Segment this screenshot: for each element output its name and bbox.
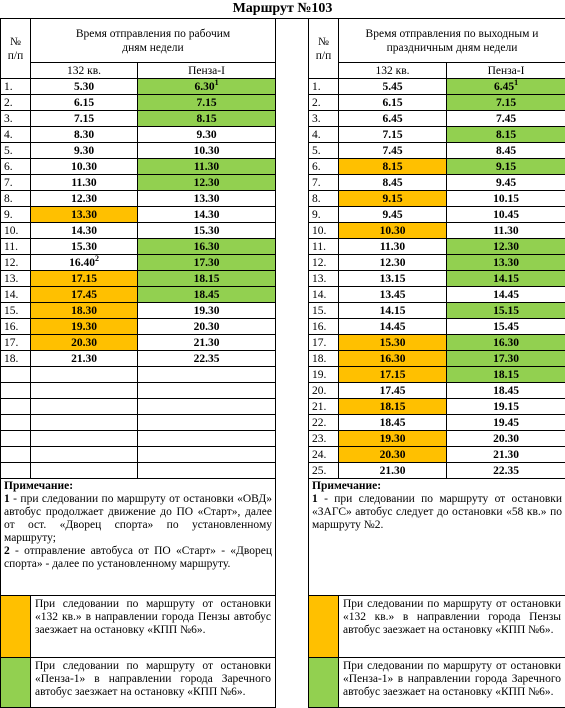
departure-time-132kv: 6.45 bbox=[339, 111, 447, 127]
departure-time-132kv: 9.15 bbox=[339, 191, 447, 207]
table-row bbox=[309, 415, 565, 431]
row-number: 25. bbox=[309, 463, 339, 479]
departure-time-penza: 8.15 bbox=[447, 127, 565, 143]
empty-cell bbox=[31, 431, 138, 447]
legend-green-text: При следовании по маршруту от остановки «Пенза-1» в направлении города Заречного автобус заезжает на остановку «КПП №6». bbox=[31, 658, 276, 708]
departure-time-penza: 18.15 bbox=[138, 271, 276, 287]
departure-time-132kv: 5.30 bbox=[31, 79, 138, 95]
legend-green-swatch bbox=[1, 658, 31, 708]
row-number: 12. bbox=[1, 255, 31, 271]
departure-time-132kv: 18.30 bbox=[31, 303, 138, 319]
departure-time-132kv: 13.30 bbox=[31, 207, 138, 223]
row-number: 17. bbox=[309, 335, 339, 351]
departure-time-132kv: 8.30 bbox=[31, 127, 138, 143]
departure-time-penza: 6.30$^1$ bbox=[138, 79, 276, 95]
note-mark-1: 1 bbox=[312, 493, 318, 505]
stop-b-header: Пенза-I bbox=[138, 63, 276, 79]
row-number: 8. bbox=[309, 191, 339, 207]
legend-orange-text: При следовании по маршруту от остановки «132 кв.» в направлении города Пензы автобус заезжает на остановку «КПП №6». bbox=[339, 596, 565, 658]
empty-cell bbox=[31, 383, 138, 399]
departure-time-penza: 17.30 bbox=[138, 255, 276, 271]
table-row bbox=[1, 255, 276, 271]
row-number: 8. bbox=[1, 191, 31, 207]
weekend-header: Время отправления по выходным и праздничным дням недели bbox=[339, 19, 565, 63]
table-row bbox=[309, 143, 565, 159]
departure-time-penza: 7.15 bbox=[447, 95, 565, 111]
departure-time-penza: 19.15 bbox=[447, 399, 565, 415]
row-number: 15. bbox=[1, 303, 31, 319]
departure-time-penza: 10.30 bbox=[138, 143, 276, 159]
departure-time-132kv: 8.15 bbox=[339, 159, 447, 175]
row-number: 13. bbox=[309, 271, 339, 287]
departure-time-132kv: 13.15 bbox=[339, 271, 447, 287]
departure-time-penza: 22.35 bbox=[447, 463, 565, 479]
table-row bbox=[1, 207, 276, 223]
departure-time-penza: 9.30 bbox=[138, 127, 276, 143]
departure-time-132kv: 11.30 bbox=[31, 175, 138, 191]
table-row bbox=[1, 351, 276, 367]
row-number: 3. bbox=[309, 111, 339, 127]
table-row bbox=[1, 239, 276, 255]
table-row bbox=[309, 255, 565, 271]
note-mark-2: 2 bbox=[4, 545, 10, 557]
departure-time-penza: 20.30 bbox=[138, 319, 276, 335]
row-number: 19. bbox=[309, 367, 339, 383]
departure-time-penza: 13.30 bbox=[447, 255, 565, 271]
empty-cell bbox=[1, 367, 31, 383]
weekend-schedule-table bbox=[308, 18, 565, 708]
stop-b-header: Пенза-I bbox=[447, 63, 565, 79]
table-row bbox=[309, 223, 565, 239]
departure-time-penza: 21.30 bbox=[447, 447, 565, 463]
row-number: 11. bbox=[1, 239, 31, 255]
empty-cell bbox=[31, 463, 138, 479]
row-number: 3. bbox=[1, 111, 31, 127]
departure-time-penza: 11.30 bbox=[138, 159, 276, 175]
row-number: 24. bbox=[309, 447, 339, 463]
departure-time-penza: 20.30 bbox=[447, 431, 565, 447]
empty-row bbox=[1, 447, 276, 463]
empty-cell bbox=[1, 463, 31, 479]
table-row bbox=[1, 143, 276, 159]
table-row bbox=[309, 335, 565, 351]
departure-time-132kv: 18.15 bbox=[339, 399, 447, 415]
departure-time-penza: 7.45 bbox=[447, 111, 565, 127]
row-number: 22. bbox=[309, 415, 339, 431]
row-number: 21. bbox=[309, 399, 339, 415]
departure-time-penza: 8.45 bbox=[447, 143, 565, 159]
row-number: 17. bbox=[1, 335, 31, 351]
departure-time-penza: 8.15 bbox=[138, 111, 276, 127]
departure-time-penza: 9.45 bbox=[447, 175, 565, 191]
row-number: 5. bbox=[309, 143, 339, 159]
departure-time-132kv: 17.45 bbox=[31, 287, 138, 303]
empty-cell bbox=[138, 463, 276, 479]
empty-row bbox=[1, 383, 276, 399]
table-row bbox=[309, 127, 565, 143]
departure-time-132kv: 5.45 bbox=[339, 79, 447, 95]
table-row bbox=[309, 463, 565, 479]
departure-time-penza: 18.45 bbox=[447, 383, 565, 399]
departure-time-penza: 6.45$^1$ bbox=[447, 79, 565, 95]
departure-time-penza: 15.45 bbox=[447, 319, 565, 335]
empty-cell bbox=[31, 399, 138, 415]
row-number: 14. bbox=[309, 287, 339, 303]
departure-time-132kv: 7.45 bbox=[339, 143, 447, 159]
departure-time-132kv: 14.30 bbox=[31, 223, 138, 239]
departure-time-132kv: 16.30 bbox=[339, 351, 447, 367]
departure-time-penza: 17.30 bbox=[447, 351, 565, 367]
row-number: 2. bbox=[1, 95, 31, 111]
empty-row bbox=[1, 415, 276, 431]
table-row bbox=[309, 399, 565, 415]
departure-time-penza: 13.30 bbox=[138, 191, 276, 207]
departure-time-132kv: 10.30 bbox=[339, 223, 447, 239]
row-number: 5. bbox=[1, 143, 31, 159]
table-row bbox=[309, 111, 565, 127]
table-row bbox=[1, 111, 276, 127]
table-row bbox=[1, 95, 276, 111]
row-number: 16. bbox=[309, 319, 339, 335]
note-text-1: - при следовании по маршруту от остановки «ОВД» автобус продолжает движение до ПО «Старт», далее от ост. «Дворец спорта» по установленному маршруту; bbox=[4, 493, 272, 544]
row-number: 10. bbox=[1, 223, 31, 239]
table-row bbox=[1, 159, 276, 175]
row-number: 4. bbox=[309, 127, 339, 143]
col-number-header: № п/п bbox=[309, 19, 339, 79]
table-row bbox=[309, 159, 565, 175]
departure-time-penza: 11.30 bbox=[447, 223, 565, 239]
table-row bbox=[1, 175, 276, 191]
legend-green-text: При следовании по маршруту от остановки «Пенза-1» в направлении города Заречного автобус заезжает на остановку «КПП №6». bbox=[339, 658, 565, 708]
row-number: 11. bbox=[309, 239, 339, 255]
table-row bbox=[309, 239, 565, 255]
empty-cell bbox=[31, 415, 138, 431]
departure-time-penza: 9.15 bbox=[447, 159, 565, 175]
departure-time-penza: 19.30 bbox=[138, 303, 276, 319]
empty-row bbox=[1, 463, 276, 479]
departure-time-132kv: 20.30 bbox=[339, 447, 447, 463]
row-number: 12. bbox=[309, 255, 339, 271]
departure-time-132kv: 18.45 bbox=[339, 415, 447, 431]
weekday-schedule-table bbox=[0, 18, 276, 708]
table-row bbox=[1, 223, 276, 239]
row-number: 6. bbox=[1, 159, 31, 175]
departure-time-penza: 12.30 bbox=[138, 175, 276, 191]
departure-time-132kv: 20.30 bbox=[31, 335, 138, 351]
empty-cell bbox=[1, 431, 31, 447]
empty-cell bbox=[31, 367, 138, 383]
row-number: 23. bbox=[309, 431, 339, 447]
row-number: 2. bbox=[309, 95, 339, 111]
table-row bbox=[1, 127, 276, 143]
table-row bbox=[309, 175, 565, 191]
departure-time-penza: 18.45 bbox=[138, 287, 276, 303]
departure-time-penza: 14.30 bbox=[138, 207, 276, 223]
row-number: 1. bbox=[309, 79, 339, 95]
departure-time-132kv: 10.30 bbox=[31, 159, 138, 175]
table-row bbox=[1, 319, 276, 335]
departure-time-132kv: 7.15 bbox=[339, 127, 447, 143]
empty-row bbox=[1, 367, 276, 383]
row-number: 1. bbox=[1, 79, 31, 95]
table-row bbox=[309, 271, 565, 287]
departure-time-penza: 14.45 bbox=[447, 287, 565, 303]
departure-time-132kv: 12.30 bbox=[31, 191, 138, 207]
table-row bbox=[309, 287, 565, 303]
row-number: 18. bbox=[309, 351, 339, 367]
departure-time-132kv: 19.30 bbox=[31, 319, 138, 335]
departure-time-132kv: 6.15 bbox=[339, 95, 447, 111]
row-number: 15. bbox=[309, 303, 339, 319]
table-row bbox=[1, 335, 276, 351]
table-row bbox=[1, 191, 276, 207]
departure-time-penza: 15.30 bbox=[138, 223, 276, 239]
table-row bbox=[309, 79, 565, 95]
empty-cell bbox=[138, 415, 276, 431]
note-text-2: - отправление автобуса от ПО «Старт» - «Дворец спорта» - далее по установленному маршруту. bbox=[4, 545, 272, 570]
table-row bbox=[1, 287, 276, 303]
departure-time-penza: 18.15 bbox=[447, 367, 565, 383]
empty-cell bbox=[1, 383, 31, 399]
row-number: 16. bbox=[1, 319, 31, 335]
departure-time-132kv: 7.15 bbox=[31, 111, 138, 127]
legend-orange-text: При следовании по маршруту от остановки «132 кв.» в направлении города Пензы автобус заезжает на остановку «КПП №6». bbox=[31, 596, 276, 658]
departure-time-penza: 12.30 bbox=[447, 239, 565, 255]
departure-time-penza: 16.30 bbox=[138, 239, 276, 255]
table-row bbox=[309, 351, 565, 367]
departure-time-132kv: 8.45 bbox=[339, 175, 447, 191]
departure-time-132kv: 15.30 bbox=[339, 335, 447, 351]
stop-a-header: 132 кв. bbox=[339, 63, 447, 79]
departure-time-132kv: 17.15 bbox=[339, 367, 447, 383]
table-row bbox=[309, 431, 565, 447]
note-text-1: - при следовании по маршруту от остановки «ЗАГС» автобус следует до остановки «58 кв.» по маршруту №2. bbox=[312, 493, 562, 531]
legend-green-swatch bbox=[309, 658, 339, 708]
empty-cell bbox=[138, 431, 276, 447]
weekday-header: Время отправления по рабочим дням недели bbox=[31, 19, 276, 63]
empty-cell bbox=[31, 447, 138, 463]
row-number: 18. bbox=[1, 351, 31, 367]
departure-time-132kv: 6.15 bbox=[31, 95, 138, 111]
departure-time-penza: 14.15 bbox=[447, 271, 565, 287]
empty-row bbox=[1, 431, 276, 447]
departure-time-penza: 16.30 bbox=[447, 335, 565, 351]
departure-time-penza: 22.35 bbox=[138, 351, 276, 367]
empty-cell bbox=[138, 383, 276, 399]
departure-time-132kv: 21.30 bbox=[31, 351, 138, 367]
departure-time-penza: 15.15 bbox=[447, 303, 565, 319]
row-number: 13. bbox=[1, 271, 31, 287]
departure-time-penza: 21.30 bbox=[138, 335, 276, 351]
row-number: 9. bbox=[309, 207, 339, 223]
table-row bbox=[309, 383, 565, 399]
departure-time-132kv: 14.15 bbox=[339, 303, 447, 319]
row-number: 4. bbox=[1, 127, 31, 143]
row-number: 14. bbox=[1, 287, 31, 303]
departure-time-132kv: 21.30 bbox=[339, 463, 447, 479]
row-number: 7. bbox=[1, 175, 31, 191]
departure-time-132kv: 17.15 bbox=[31, 271, 138, 287]
departure-time-132kv: 11.30 bbox=[339, 239, 447, 255]
table-row bbox=[309, 191, 565, 207]
departure-time-132kv: 13.45 bbox=[339, 287, 447, 303]
table-row bbox=[309, 367, 565, 383]
table-row bbox=[1, 303, 276, 319]
note-mark-1: 1 bbox=[4, 493, 10, 505]
empty-row bbox=[1, 399, 276, 415]
row-number: 7. bbox=[309, 175, 339, 191]
departure-time-penza: 7.15 bbox=[138, 95, 276, 111]
table-row bbox=[1, 271, 276, 287]
table-row bbox=[309, 95, 565, 111]
empty-cell bbox=[138, 367, 276, 383]
row-number: 6. bbox=[309, 159, 339, 175]
stop-a-header: 132 кв. bbox=[31, 63, 138, 79]
departure-time-penza: 19.45 bbox=[447, 415, 565, 431]
table-row bbox=[309, 207, 565, 223]
note-title: Примечание: bbox=[4, 480, 73, 492]
empty-cell bbox=[1, 399, 31, 415]
departure-time-132kv: 9.45 bbox=[339, 207, 447, 223]
row-number: 10. bbox=[309, 223, 339, 239]
row-number: 9. bbox=[1, 207, 31, 223]
departure-time-penza: 10.15 bbox=[447, 191, 565, 207]
legend-orange-swatch bbox=[1, 596, 31, 658]
page-title: Маршрут №103 bbox=[0, 0, 565, 19]
departure-time-132kv: 12.30 bbox=[339, 255, 447, 271]
departure-time-penza: 10.45 bbox=[447, 207, 565, 223]
row-number: 20. bbox=[309, 383, 339, 399]
empty-cell bbox=[1, 415, 31, 431]
departure-time-132kv: 15.30 bbox=[31, 239, 138, 255]
col-number-header: № п/п bbox=[1, 19, 31, 79]
table-row bbox=[309, 319, 565, 335]
table-row bbox=[1, 79, 276, 95]
note-title: Примечание: bbox=[312, 480, 381, 492]
empty-cell bbox=[1, 447, 31, 463]
departure-time-132kv: 9.30 bbox=[31, 143, 138, 159]
table-row bbox=[309, 303, 565, 319]
note bbox=[309, 479, 565, 596]
departure-time-132kv: 17.45 bbox=[339, 383, 447, 399]
departure-time-132kv: 19.30 bbox=[339, 431, 447, 447]
legend-orange-swatch bbox=[309, 596, 339, 658]
empty-cell bbox=[138, 399, 276, 415]
table-row bbox=[309, 447, 565, 463]
departure-time-132kv: 14.45 bbox=[339, 319, 447, 335]
empty-cell bbox=[138, 447, 276, 463]
note bbox=[1, 479, 276, 596]
departure-time-132kv: 16.40$^2$ bbox=[31, 255, 138, 271]
